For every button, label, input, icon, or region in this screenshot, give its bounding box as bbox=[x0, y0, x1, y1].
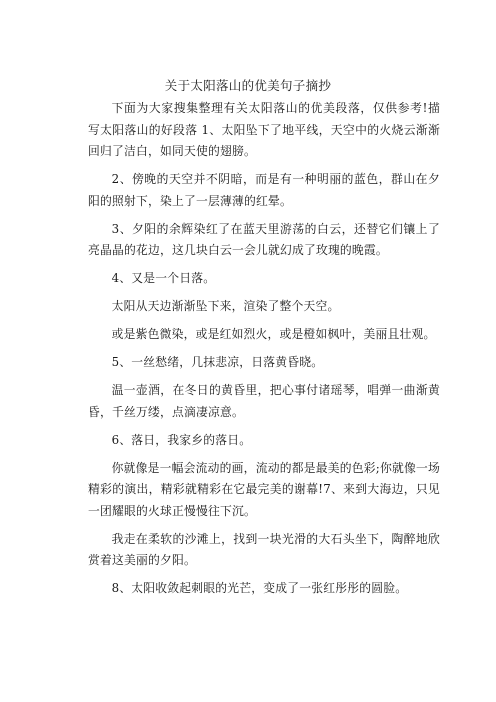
paragraph-6: 或是紫色微染，或是红如烈火，或是橙如枫叶，美丽且壮观。 bbox=[111, 327, 436, 341]
paragraph-8: 温一壶酒，在冬日的黄昏里，把心事付诸瑶琴，唱弹一曲渐黄昏，千丝万缕，点滴凄凉意。 bbox=[88, 383, 440, 419]
paragraph-5: 太阳从天边渐渐坠下来，渲染了整个天空。 bbox=[111, 299, 340, 313]
paragraph-9: 6、落日，我家乡的落日。 bbox=[111, 432, 252, 447]
paragraph-7: 5、一丝愁绪，几抹悲凉，日落黄昏晓。 bbox=[111, 355, 324, 369]
paragraph-10: 你就像是一幅会流动的画，流动的都是最美的色彩;你就像一场精彩的演出，精彩就精彩在它最完美的谢幕!7、来到大海边，只见一团耀眼的火球正慢慢往下沉。 bbox=[88, 460, 440, 518]
paragraph-12: 8、太阳收敛起刺眼的光芒，变成了一张红彤彤的圆脸。 bbox=[111, 581, 408, 595]
document-body bbox=[88, 98, 440, 606]
paragraph-4: 4、又是一个日落。 bbox=[111, 271, 216, 285]
paragraph-3: 3、夕阳的余辉染红了在蓝天里游荡的白云，还替它们镶上了亮晶晶的花边，这几块白云一会儿就幻成了玫瑰的晚霞。 bbox=[88, 221, 440, 257]
document-title: 关于太阳落山的优美句子摘抄 bbox=[164, 78, 332, 93]
paragraph-1: 下面为大家搜集整理有关太阳落山的优美段落，仅供参考!描写太阳落山的好段落 1、太阳坠下了地平线，天空中的火烧云渐渐回归了洁白，如同天使的翅膀。 bbox=[88, 101, 440, 158]
paragraph-11: 我走在柔软的沙滩上，找到一块光滑的大石头坐下，陶醉地欣赏着这美丽的夕阳。 bbox=[88, 531, 440, 567]
paragraph-2: 2、傍晚的天空并不阴暗，而是有一种明丽的蓝色，群山在夕阳的照射下，染上了一层薄薄的红晕。 bbox=[88, 172, 440, 208]
